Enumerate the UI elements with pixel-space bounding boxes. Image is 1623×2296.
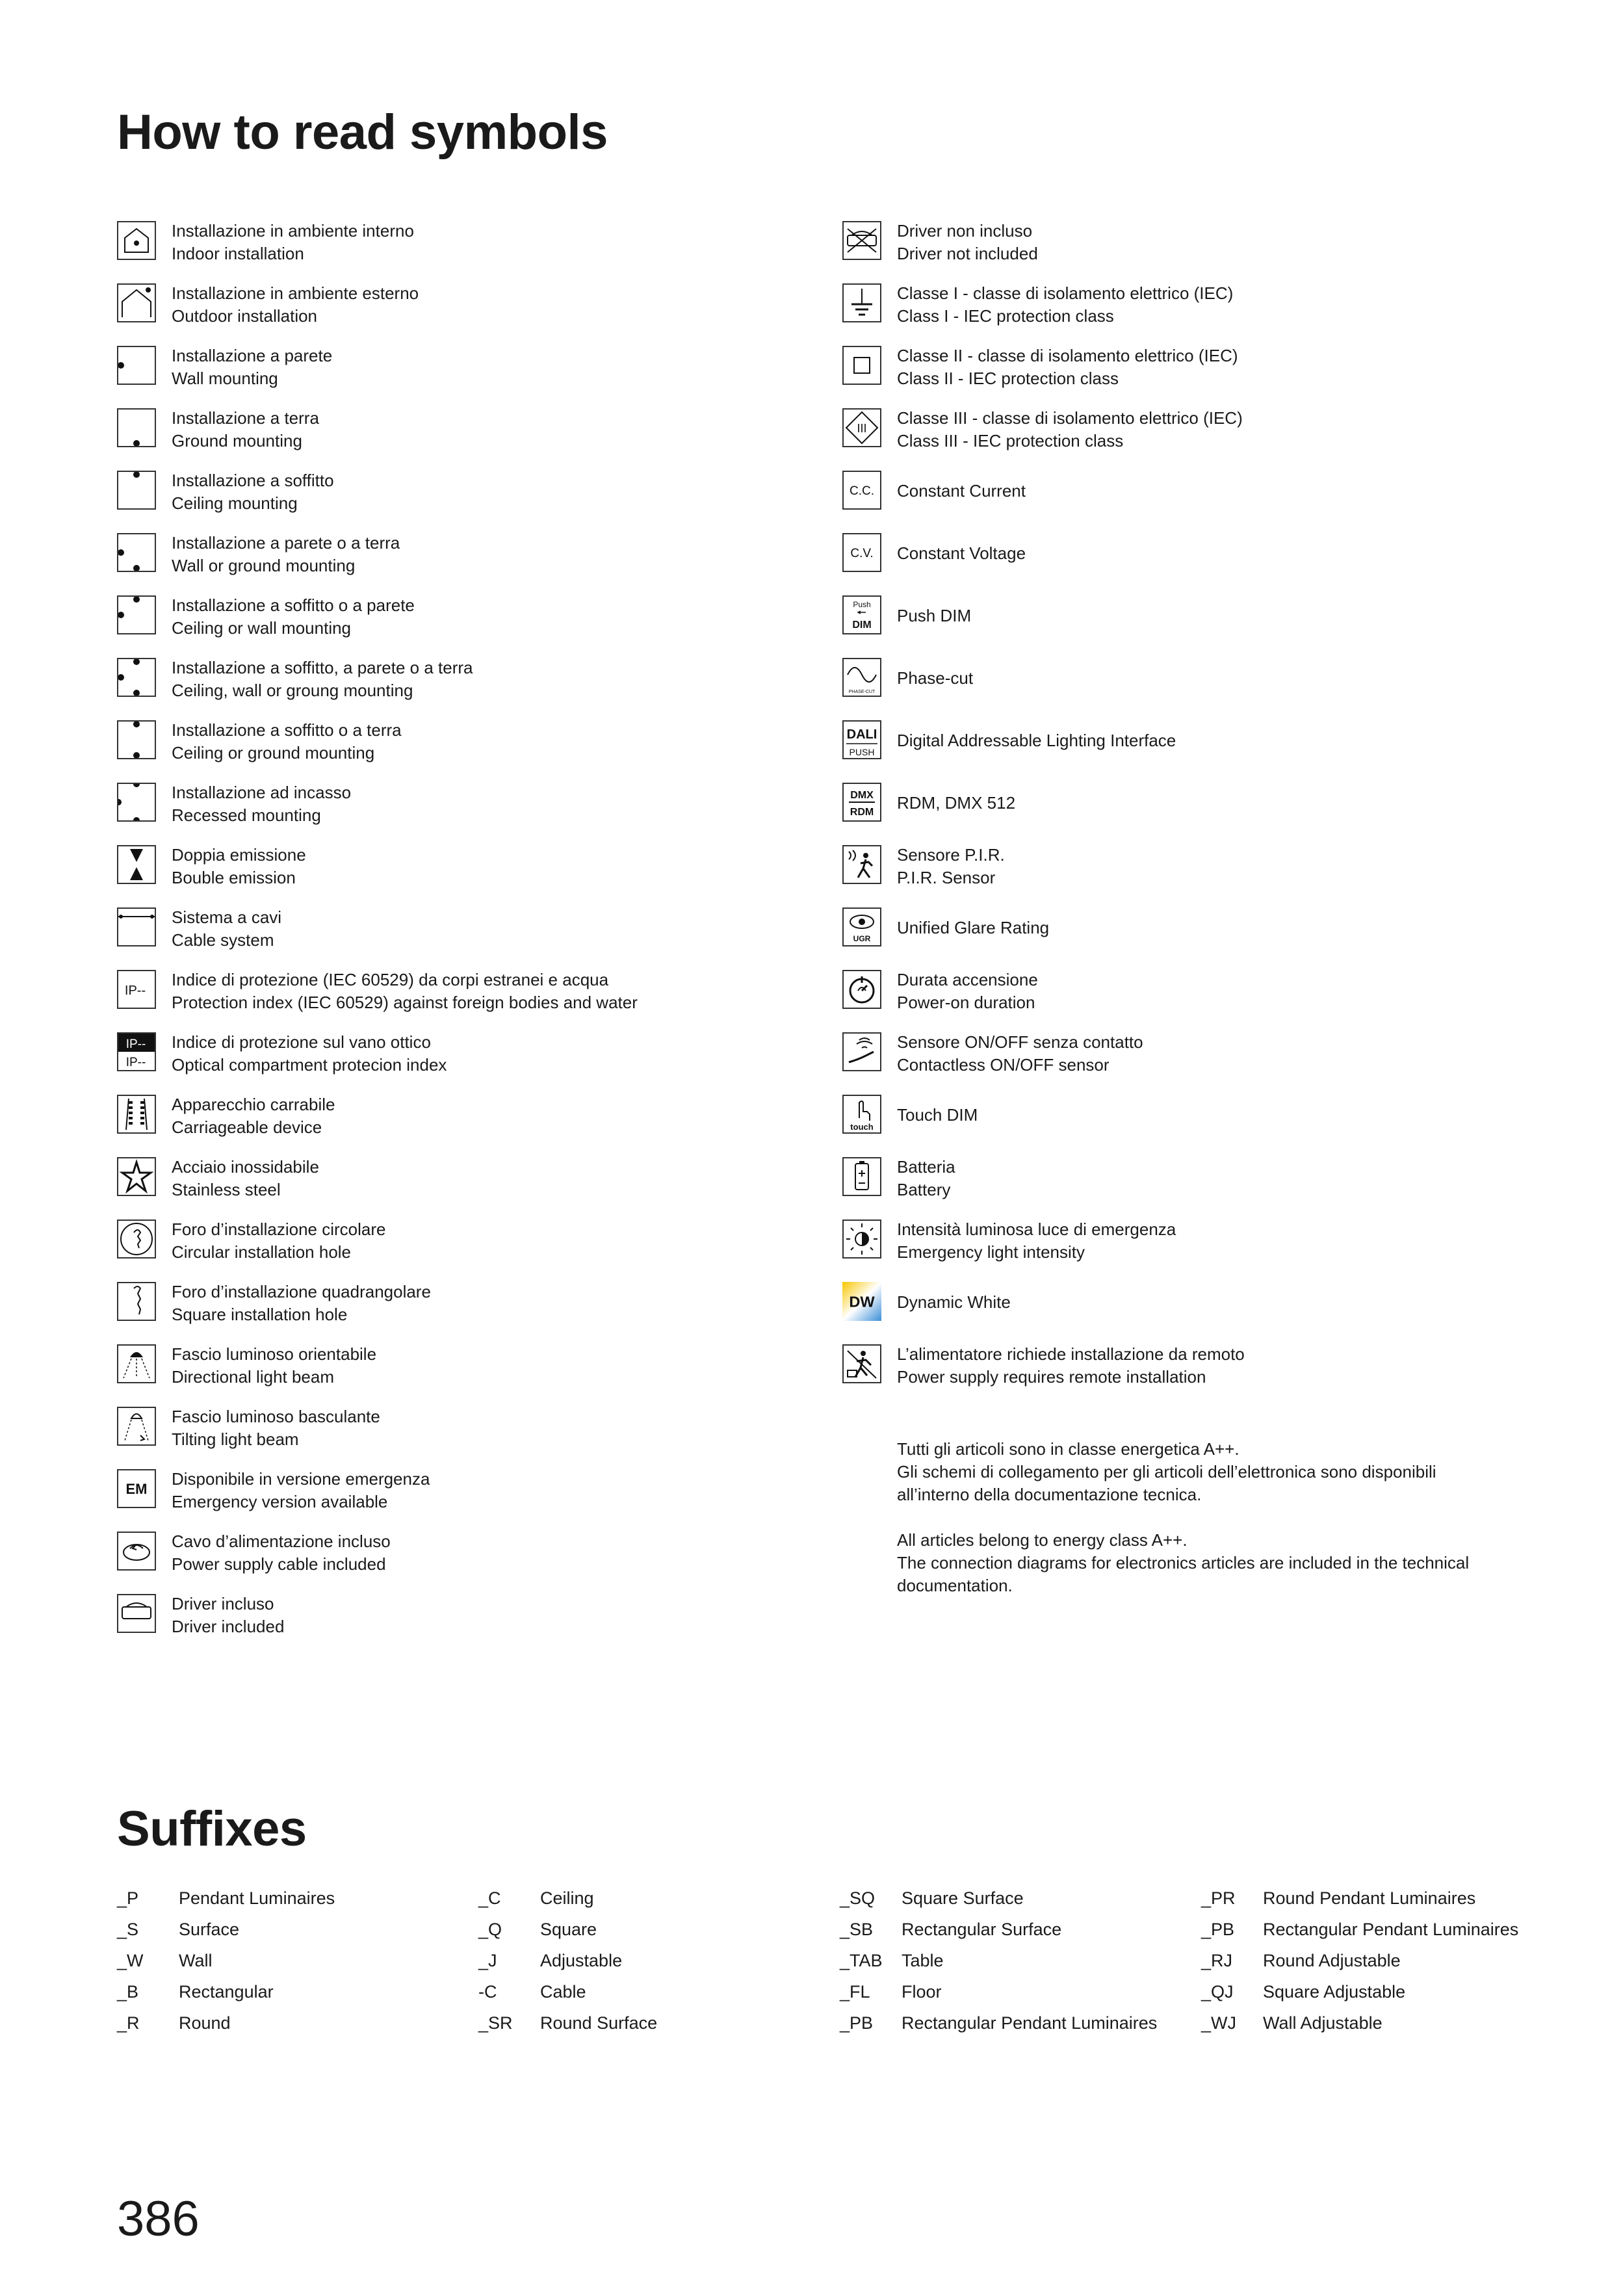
symbol-row (842, 220, 1525, 282)
suffix-name: Wall Adjustable (1263, 2013, 1383, 2033)
description-english: Class II - IEC protection class (897, 369, 1119, 388)
wall-or-ground-mounting-icon (117, 533, 156, 572)
symbol-description (897, 1291, 1011, 1314)
symbol-row (842, 1218, 1525, 1281)
ceiling-wall-ground-mounting-icon (117, 658, 156, 697)
description-italian: Installazione in ambiente interno (172, 221, 414, 241)
symbol-description (172, 469, 334, 515)
ground-mounting-icon (117, 408, 156, 447)
symbol-description (897, 1343, 1245, 1389)
note-line: Tutti gli articoli sono in classe energetica A++. (897, 1439, 1240, 1459)
description-italian: Sistema a cavi (172, 907, 282, 927)
svg-text:DIM: DIM (852, 620, 872, 631)
symbol-row (117, 532, 799, 594)
suffix-code: _FL (840, 1982, 870, 2002)
description-label: Dynamic White (897, 1292, 1011, 1312)
push-dim-icon (842, 595, 881, 634)
description-italian: Foro d’installazione quadrangolare (172, 1282, 431, 1301)
description-english: Ground mounting (172, 431, 302, 450)
symbol-row (842, 1343, 1525, 1405)
description-english: Square installation hole (172, 1305, 348, 1324)
suffix-name: Adjustable (540, 1951, 623, 1970)
suffix-code: _TAB (840, 1951, 883, 1970)
description-english: Ceiling mounting (172, 493, 298, 513)
description-italian: Classe II - classe di isolamento elettrico (IEC) (897, 346, 1238, 365)
symbol-row (117, 1593, 799, 1655)
class-2-icon (842, 346, 881, 385)
description-italian: Installazione in ambiente esterno (172, 283, 419, 303)
ceiling-mounting-icon (117, 471, 156, 510)
suffix-code: _J (478, 1951, 497, 1970)
phase-cut-icon (842, 658, 881, 697)
touch-dim-icon (842, 1095, 881, 1134)
class-1-icon (842, 283, 881, 322)
symbol-row (117, 345, 799, 407)
symbol-description (897, 1218, 1176, 1264)
suffix-code: _SR (478, 2013, 513, 2033)
emergency-version-icon (117, 1469, 156, 1508)
symbol-row (842, 969, 1525, 1031)
symbol-description (172, 781, 351, 827)
description-italian: Indice di protezione (IEC 60529) da corpi estranei e acqua (172, 970, 609, 989)
symbol-row (117, 282, 799, 345)
symbol-description (172, 719, 402, 764)
suffix-code: _RJ (1201, 1951, 1233, 1970)
symbol-row (842, 781, 1525, 844)
symbol-row (842, 657, 1525, 719)
symbol-row (842, 469, 1525, 532)
suffix-name: Cable (540, 1982, 586, 2002)
symbol-description (172, 906, 281, 952)
description-italian: Acciaio inossidabile (172, 1157, 319, 1177)
description-label: Phase-cut (897, 668, 974, 688)
description-english: Ceiling or ground mounting (172, 743, 375, 763)
description-label: RDM, DMX 512 (897, 793, 1016, 813)
indoor-installation-icon (117, 221, 156, 260)
description-english: Directional light beam (172, 1367, 335, 1387)
suffix-name: Square Adjustable (1263, 1982, 1406, 2002)
symbol-description (897, 345, 1238, 390)
description-english: Recessed mounting (172, 805, 321, 825)
suffix-code: _QJ (1201, 1982, 1234, 2002)
description-italian: Foro d’installazione circolare (172, 1220, 386, 1239)
constant-voltage-icon (842, 533, 881, 572)
symbol-description (897, 917, 1049, 939)
svg-text:touch: touch (850, 1122, 874, 1132)
suffix-name: Ceiling (540, 1888, 594, 1908)
symbol-description (897, 220, 1038, 265)
pir-sensor-icon (842, 845, 881, 884)
svg-text:C.V.: C.V. (850, 547, 874, 560)
description-english: Battery (897, 1180, 951, 1199)
symbol-description (897, 605, 971, 627)
suffix-name: Round (179, 2013, 231, 2033)
description-english: Power supply requires remote installation (897, 1367, 1206, 1387)
suffix-name: Wall (179, 1951, 213, 1970)
svg-text:DW: DW (849, 1293, 875, 1311)
description-english: Indoor installation (172, 244, 304, 263)
symbol-description (172, 1281, 431, 1326)
remote-power-supply-icon (842, 1344, 881, 1383)
suffix-name: Pendant Luminaires (179, 1888, 335, 1908)
symbol-row (117, 1405, 799, 1468)
suffix-code: _W (117, 1951, 144, 1970)
suffix-name: Rectangular (179, 1982, 274, 2002)
symbol-row (842, 1031, 1525, 1093)
driver-included-icon (117, 1594, 156, 1633)
note-line: The connection diagrams for electronics articles are included in the technical (897, 1553, 1470, 1572)
symbol-description (172, 220, 414, 265)
symbol-row (842, 1093, 1525, 1156)
symbol-description (897, 1156, 955, 1201)
description-italian: Indice di protezione sul vano ottico (172, 1032, 431, 1052)
power-on-duration-icon (842, 970, 881, 1009)
symbol-description (172, 1156, 319, 1201)
description-label: Digital Addressable Lighting Interface (897, 731, 1176, 750)
symbol-description (897, 792, 1015, 815)
symbol-description (897, 667, 973, 690)
symbol-row (842, 532, 1525, 594)
symbol-description (897, 1031, 1143, 1076)
description-english: Class III - IEC protection class (897, 431, 1124, 450)
emergency-intensity-icon (842, 1220, 881, 1259)
suffix-name: Floor (902, 1982, 942, 2002)
svg-text:C.C.: C.C. (850, 484, 874, 498)
description-italian: Intensità luminosa luce di emergenza (897, 1220, 1176, 1239)
symbol-description (897, 1104, 978, 1127)
symbol-description (172, 1530, 391, 1576)
suffix-name: Rectangular Pendant Luminaires (902, 2013, 1158, 2033)
description-english: Bouble emission (172, 868, 296, 887)
description-italian: Durata accensione (897, 970, 1038, 989)
note-line: all’interno della documentazione tecnica. (897, 1485, 1202, 1504)
svg-text:PHASE-CUT: PHASE-CUT (848, 690, 876, 694)
suffix-code: _PB (840, 2013, 874, 2033)
suffix-code: _PR (1201, 1888, 1236, 1908)
symbol-row (842, 345, 1525, 407)
recessed-mounting-icon (117, 783, 156, 822)
description-english: Ceiling or wall mounting (172, 618, 352, 638)
symbol-description (172, 1218, 385, 1264)
ugr-icon (842, 907, 881, 946)
description-italian: Installazione a terra (172, 408, 319, 428)
suffix-code: _P (117, 1888, 139, 1908)
battery-icon (842, 1157, 881, 1196)
description-english: Class I - IEC protection class (897, 306, 1114, 326)
description-english: Carriageable device (172, 1117, 322, 1137)
description-italian: Cavo d’alimentazione incluso (172, 1532, 391, 1551)
svg-text:DALI: DALI (846, 727, 877, 742)
suffix-code: _C (478, 1888, 501, 1908)
dmx-rdm-icon (842, 783, 881, 822)
description-italian: L’alimentatore richiede installazione da remoto (897, 1344, 1245, 1364)
dynamic-white-icon (842, 1282, 881, 1321)
svg-text:Push: Push (853, 600, 871, 609)
suffix-name: Round Surface (540, 2013, 658, 2033)
symbol-description (172, 969, 638, 1014)
directional-beam-icon (117, 1344, 156, 1383)
page-number: 386 (117, 2191, 200, 2247)
outdoor-installation-icon (117, 283, 156, 322)
description-italian: Installazione a parete o a terra (172, 533, 400, 553)
symbols-column-left (117, 220, 799, 1655)
symbol-row (117, 906, 799, 969)
description-english: Optical compartment protecion index (172, 1055, 447, 1075)
suffix-code: _WJ (1201, 2013, 1236, 2033)
description-english: Wall or ground mounting (172, 556, 356, 575)
description-label: Constant Voltage (897, 543, 1026, 563)
page-title: How to read symbols (117, 105, 608, 160)
description-italian: Classe III - classe di isolamento elettrico (IEC) (897, 408, 1243, 428)
description-label: Push DIM (897, 606, 972, 625)
description-english: Driver not included (897, 244, 1038, 263)
description-english: Tilting light beam (172, 1429, 299, 1449)
symbol-row (117, 220, 799, 282)
symbol-row (117, 1468, 799, 1530)
svg-text:PUSH: PUSH (849, 747, 875, 757)
symbol-row (842, 282, 1525, 345)
suffix-code: _SQ (840, 1888, 876, 1908)
description-english: Cable system (172, 930, 274, 950)
note-line: Gli schemi di collegamento per gli articoli dell’elettronica sono disponibili (897, 1462, 1436, 1481)
description-italian: Sensore ON/OFF senza contatto (897, 1032, 1143, 1052)
description-italian: Disponibile in versione emergenza (172, 1469, 430, 1489)
symbol-description (897, 969, 1038, 1014)
notes-english (897, 1529, 1534, 1597)
description-italian: Installazione a soffitto o a terra (172, 720, 402, 740)
symbol-row (117, 1156, 799, 1218)
ceiling-or-ground-mounting-icon (117, 720, 156, 759)
description-english: Circular installation hole (172, 1242, 352, 1262)
description-english: Contactless ON/OFF sensor (897, 1055, 1110, 1075)
description-italian: Batteria (897, 1157, 955, 1177)
symbol-description (172, 1093, 335, 1139)
notes-italian (897, 1438, 1534, 1506)
description-label: Constant Current (897, 481, 1026, 501)
svg-text:IP--: IP-- (124, 984, 146, 998)
symbol-description (172, 844, 306, 889)
symbol-row (117, 1218, 799, 1281)
symbol-row (842, 719, 1525, 781)
description-english: Emergency light intensity (897, 1242, 1085, 1262)
symbol-row (117, 657, 799, 719)
suffix-code: _B (117, 1982, 139, 2002)
description-english: Protection index (IEC 60529) against foreign bodies and water (172, 993, 638, 1012)
symbol-row (117, 969, 799, 1031)
description-english: Driver included (172, 1617, 285, 1636)
symbol-description (897, 407, 1243, 452)
svg-text:RDM: RDM (850, 807, 874, 818)
circular-hole-icon (117, 1220, 156, 1259)
suffix-name: Rectangular Surface (902, 1920, 1062, 1939)
note-line: All articles belong to energy class A++. (897, 1530, 1188, 1550)
svg-text:UGR: UGR (853, 934, 871, 943)
description-italian: Doppia emissione (172, 845, 306, 865)
description-italian: Installazione a soffitto o a parete (172, 595, 415, 615)
svg-text:III: III (857, 422, 867, 435)
symbols-column-right (842, 220, 1525, 1405)
symbol-row (117, 844, 799, 906)
suffix-code: _PB (1201, 1920, 1235, 1939)
symbol-description (172, 1593, 284, 1638)
driver-not-included-icon (842, 221, 881, 260)
symbol-description (172, 407, 319, 452)
symbol-row (117, 1031, 799, 1093)
dali-icon (842, 720, 881, 759)
carriageable-device-icon (117, 1095, 156, 1134)
class-3-icon (842, 408, 881, 447)
description-english: Stainless steel (172, 1180, 281, 1199)
description-label: Touch DIM (897, 1105, 978, 1125)
suffix-code: _R (117, 2013, 140, 2033)
description-english: Wall mounting (172, 369, 278, 388)
symbol-row (842, 1156, 1525, 1218)
optical-ip-protection-icon (117, 1032, 156, 1071)
svg-text:IP--: IP-- (125, 1037, 146, 1051)
svg-text:DMX: DMX (850, 790, 874, 801)
suffix-name: Square Surface (902, 1888, 1024, 1908)
symbol-description (172, 657, 473, 702)
note-line: documentation. (897, 1576, 1013, 1595)
symbol-row (842, 844, 1525, 906)
symbol-description (172, 594, 415, 640)
suffix-name: Surface (179, 1920, 240, 1939)
description-italian: Fascio luminoso orientabile (172, 1344, 377, 1364)
symbol-description (897, 729, 1176, 752)
symbol-row (117, 594, 799, 657)
description-english: Power supply cable included (172, 1554, 386, 1574)
description-english: Emergency version available (172, 1492, 388, 1511)
svg-text:EM: EM (125, 1481, 148, 1497)
wall-mounting-icon (117, 346, 156, 385)
stainless-steel-icon (117, 1157, 156, 1196)
symbol-row (117, 469, 799, 532)
suffix-name: Round Pendant Luminaires (1263, 1888, 1476, 1908)
symbol-row (117, 1281, 799, 1343)
description-italian: Apparecchio carrabile (172, 1095, 335, 1114)
description-english: Ceiling, wall or groung mounting (172, 681, 413, 700)
description-italian: Installazione ad incasso (172, 783, 352, 802)
symbol-row (117, 1343, 799, 1405)
suffixes-title: Suffixes (117, 1801, 307, 1857)
suffix-code: -C (478, 1982, 497, 2002)
description-label: Unified Glare Rating (897, 918, 1050, 937)
square-hole-icon (117, 1282, 156, 1321)
suffix-name: Square (540, 1920, 597, 1939)
description-italian: Driver incluso (172, 1594, 274, 1613)
symbol-description (172, 282, 419, 328)
suffix-code: _SB (840, 1920, 874, 1939)
double-emission-icon (117, 845, 156, 884)
description-italian: Sensore P.I.R. (897, 845, 1005, 865)
energy-class-notes (897, 1438, 1534, 1620)
description-italian: Classe I - classe di isolamento elettrico (IEC) (897, 283, 1234, 303)
power-cable-icon (117, 1532, 156, 1571)
constant-current-icon (842, 471, 881, 510)
symbol-row (842, 407, 1525, 469)
description-italian: Installazione a soffitto (172, 471, 334, 490)
symbol-row (117, 1093, 799, 1156)
description-english: Outdoor installation (172, 306, 318, 326)
symbol-row (117, 407, 799, 469)
tilting-beam-icon (117, 1407, 156, 1446)
symbol-row (117, 719, 799, 781)
symbol-description (897, 282, 1233, 328)
symbol-row (842, 594, 1525, 657)
symbol-description (172, 1468, 430, 1513)
description-italian: Driver non incluso (897, 221, 1033, 241)
description-english: Power-on duration (897, 993, 1035, 1012)
description-italian: Installazione a parete (172, 346, 333, 365)
symbol-description (897, 844, 1005, 889)
symbol-description (897, 542, 1026, 565)
symbol-row (842, 906, 1525, 969)
symbol-row (117, 781, 799, 844)
suffix-code: _S (117, 1920, 139, 1939)
ceiling-or-wall-mounting-icon (117, 595, 156, 634)
symbol-description (172, 1343, 376, 1389)
contactless-sensor-icon (842, 1032, 881, 1071)
description-italian: Installazione a soffitto, a parete o a terra (172, 658, 473, 677)
symbol-description (172, 1031, 447, 1076)
ip-protection-icon (117, 970, 156, 1009)
suffix-code: _Q (478, 1920, 502, 1939)
symbol-row (117, 1530, 799, 1593)
svg-text:IP--: IP-- (125, 1056, 146, 1069)
symbol-row (842, 1281, 1525, 1343)
symbol-description (172, 532, 400, 577)
suffix-name: Rectangular Pendant Luminaires (1263, 1920, 1519, 1939)
symbol-description (172, 1405, 380, 1451)
suffix-name: Table (902, 1951, 944, 1970)
symbol-description (897, 480, 1026, 502)
symbol-description (172, 345, 332, 390)
suffix-name: Round Adjustable (1263, 1951, 1401, 1970)
cable-system-icon (117, 907, 156, 946)
description-italian: Fascio luminoso basculante (172, 1407, 380, 1426)
description-english: P.I.R. Sensor (897, 868, 996, 887)
